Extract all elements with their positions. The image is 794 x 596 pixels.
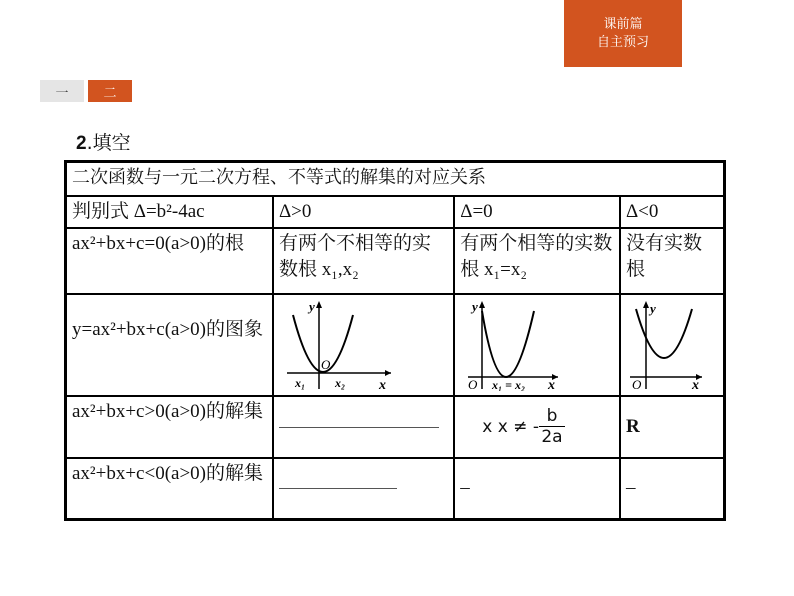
roots-none: 没有实数根 — [620, 228, 725, 294]
table-row — [66, 396, 725, 458]
lt-label: ax²+bx+c<0(a>0)的解集 — [66, 458, 273, 520]
x-axis-label: x — [548, 377, 556, 391]
roots-two-distinct: 有两个不相等的实数根 x₁,x₂ — [273, 228, 454, 294]
gt-two-roots-blank — [273, 396, 454, 458]
disc-negative: Δ<0 — [620, 196, 725, 228]
gt-label: ax²+bx+c>0(a>0)的解集 — [66, 396, 273, 458]
double-root-label: x₁ = x₂ — [492, 377, 526, 391]
disc-positive: Δ>0 — [273, 196, 454, 228]
fraction-numerator: b — [546, 406, 558, 426]
graph-no-roots — [620, 294, 725, 396]
x-axis-label: x — [691, 377, 699, 391]
answer-blank-line — [279, 427, 439, 428]
badge-line-1: 课前篇 — [603, 16, 643, 32]
parabola-no-roots-graph — [626, 297, 718, 391]
disc-zero: Δ=0 — [454, 196, 620, 228]
table-caption: 二次函数与一元二次方程、不等式的解集的对应关系 — [66, 162, 725, 196]
origin-label: O — [631, 376, 642, 391]
gt-no-roots: R — [620, 396, 725, 458]
section-title — [76, 128, 131, 155]
lt-no-roots: – — [620, 458, 725, 520]
chapter-badge — [564, 0, 682, 67]
root-x1-label: x₁ — [294, 375, 306, 390]
gt-double-root-prefix: x x ≠ - — [482, 416, 539, 437]
table-row — [66, 196, 725, 228]
parabola-two-roots-graph — [279, 297, 439, 391]
discriminant-label: 判别式 Δ=b²-4ac — [66, 196, 273, 228]
section-tabs — [40, 80, 132, 102]
answer-blank-line — [279, 488, 397, 489]
x-axis-label: x — [378, 377, 386, 391]
table-row — [66, 458, 725, 520]
fraction — [539, 406, 565, 447]
origin-label: O — [468, 376, 478, 391]
table-row — [66, 294, 725, 396]
table-row — [66, 162, 725, 196]
gt-double-root — [454, 396, 620, 458]
origin-label: O — [320, 356, 331, 372]
badge-line-2: 自主预习 — [596, 34, 649, 50]
tab-one[interactable]: 一 — [40, 80, 84, 102]
solution-table — [64, 160, 726, 521]
lt-double-root: – — [454, 458, 620, 520]
graph-two-roots — [273, 294, 454, 396]
section-number: 2 — [76, 133, 87, 154]
graph-label: y=ax²+bx+c(a>0)的图象 — [66, 294, 273, 396]
y-axis-label: y — [472, 298, 479, 314]
y-axis-label: y — [649, 300, 656, 316]
fraction-denominator: 2a — [541, 427, 563, 447]
root-x2-label: x₂ — [334, 375, 346, 390]
graph-double-root — [454, 294, 620, 396]
parabola-double-root-graph — [460, 297, 610, 391]
roots-double: 有两个相等的实数根 x₁=x₂ — [454, 228, 620, 294]
y-axis-label: y — [308, 298, 315, 314]
lt-two-roots-blank — [273, 458, 454, 520]
tab-two[interactable]: 二 — [88, 80, 132, 102]
section-title-text: .填空 — [86, 132, 131, 154]
roots-label: ax²+bx+c=0(a>0)的根 — [66, 228, 273, 294]
table-row — [66, 228, 725, 294]
